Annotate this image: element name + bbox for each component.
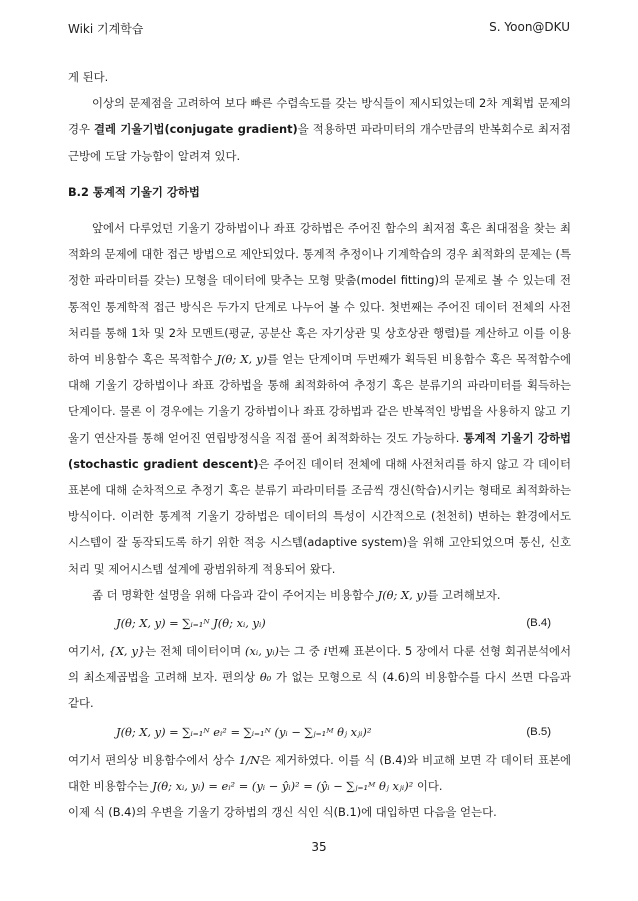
equation-expression: J(θ; X, y) = ∑ᵢ₌₁ᴺ J(θ; xᵢ, yᵢ) — [116, 616, 266, 631]
header-right: S. Yoon@DKU — [489, 20, 570, 34]
text-run: 을 적용하면 파라미터의 개수만큼의 반복회수로 최저점 근방에 도달 가능함이 알려져 있다. — [68, 122, 571, 163]
page-body — [68, 64, 571, 825]
text-run: 이상의 문제점을 고려하여 보다 빠른 수렴속도를 갖는 방식들이 제시되었는데 2차 계획법 문제의 경우 — [68, 96, 571, 137]
text-run: 좀 더 명확한 설명을 위해 다음과 같이 주어지는 비용함수 — [92, 587, 378, 602]
text-run: 는 전체 데이터이며 — [145, 644, 246, 659]
equation-b5 — [68, 717, 571, 747]
paragraph-sgd — [68, 215, 571, 582]
text-run: 번째 표본이다. 5 장에서 다룬 선형 회귀분석에서의 최소제곱법을 고려해 보자. 편의상 — [68, 644, 572, 685]
text-run: 여기서 편의상 비용함수에서 상수 — [68, 752, 239, 767]
text-run: 는 그 중 — [278, 644, 324, 659]
text-run: 를 고려해보자. — [427, 587, 501, 602]
bold-term: 통계적 기울기 강하법(stochastic gradient descent) — [68, 430, 572, 471]
math-inline: θ₀ — [259, 670, 272, 685]
equation-b4 — [68, 608, 571, 638]
math-inline: J(θ; xᵢ, yᵢ) = eᵢ² = (yᵢ − ŷᵢ)² = (ŷᵢ − ∑ⱼ₌₁ᴹ θⱼ xⱼᵢ)² — [152, 778, 414, 793]
math-inline: {X, y} — [108, 644, 146, 659]
header-left: Wiki 기계학습 — [68, 22, 144, 36]
paragraph-data-def — [68, 638, 571, 717]
paragraph-update: 이제 식 (B.4)의 우변을 기울기 강하법의 갱신 식인 식(B.1)에 대입하면 다음을 얻는다. — [68, 805, 497, 820]
math-inline: (xᵢ, yᵢ) — [245, 644, 279, 659]
paragraph-cost-intro — [68, 582, 571, 608]
bold-term: 결레 기울기법(conjugate gradient) — [94, 122, 298, 137]
paragraph-continuation: 게 된다. — [68, 70, 109, 84]
text-run: 가 없는 모형으로 식 (4.6)의 비용함수를 다시 쓰면 다음과 같다. — [68, 670, 571, 711]
equation-expression: J(θ; X, y) = ∑ᵢ₌₁ᴺ eᵢ² = ∑ᵢ₌₁ᴺ (yᵢ − ∑ⱼ₌₁ᴹ θⱼ xⱼᵢ)² — [116, 724, 372, 739]
paragraph-sample-cost — [68, 747, 571, 799]
math-inline: J(θ; X, y) — [377, 587, 428, 602]
section-title: B.2 통계적 기울기 강하법 — [68, 184, 200, 199]
math-inline: i — [323, 644, 328, 659]
equation-number: (B.5) — [526, 725, 551, 738]
math-inline: J(θ; X, y) — [216, 352, 268, 367]
text-run: 은 제거하였다. 이를 식 (B.4)와 비교해 보면 각 데이터 표본에 대한 비용함수는 — [68, 752, 571, 793]
text-run: 은 주어진 데이터 전체에 대해 사전처리를 하지 않고 각 데이터 표본에 대해 순차적으로 추정기 혹은 분류기 파라미터를 조금씩 갱신(학습)시키는 형태로 최적화하는 방식이다. 이러한 통계적 기울기 강하법은 데이터의 특성이 시간적으로 (천천히) 변하는 환경에서도 시스템이 잘 동작되도록 하기 위한 적응 시스템(adaptive system)을 위해 고안되었으며 통신, 신호처리 및 제어시스템 설계에 광범위하게 적용되어 왔다. — [68, 456, 571, 576]
page-number: 35 — [311, 840, 327, 854]
text-run: 를 얻는 단계이며 두번째가 획득된 비용함수 혹은 목적함수에 대해 기울기 강하법이나 좌표 강하법을 통해 최적화하여 추정기 혹은 분류기의 파라미터를 획득하는 단계이다. 물론 이 경우에는 기울기 강하법이나 좌표 강하법과 같은 반복적인 방법을 사용하지 않고 기울기 연산자를 통해 얻어진 연립방정식을 직접 풀어 최적화하는 것도 가능하다. — [68, 352, 571, 445]
text-run: 여기서, — [68, 644, 109, 659]
text-run: 앞에서 다루었던 기울기 강하법이나 좌표 강하법은 주어진 함수의 최저점 혹은 최대점을 찾는 최적화의 문제에 대한 접근 방법으로 제안되었다. 통계적 추정이나 기계학습의 경우 최적화의 문제는 (특정한 파라미터를 갖는) 모형을 데이터에 맞추는 모형 맞춤(model fitting)의 문제로 볼 수 있는데 전통적인 통계학적 접근 방식은 두가지 단계로 나누어 볼 수 있다. 첫번째는 주어진 데이터 전체의 사전처리를 통해 1차 및 2차 모멘트(평균, 공분산 혹은 자기상관 및 상호상관 행렬)를 계산하고 이를 이용하여 비용함수 혹은 목적함수 — [68, 221, 571, 367]
math-inline: 1/N — [238, 752, 260, 767]
equation-number: (B.4) — [526, 617, 551, 630]
paragraph-conjugate — [68, 90, 571, 169]
text-run: 이다. — [413, 778, 443, 793]
